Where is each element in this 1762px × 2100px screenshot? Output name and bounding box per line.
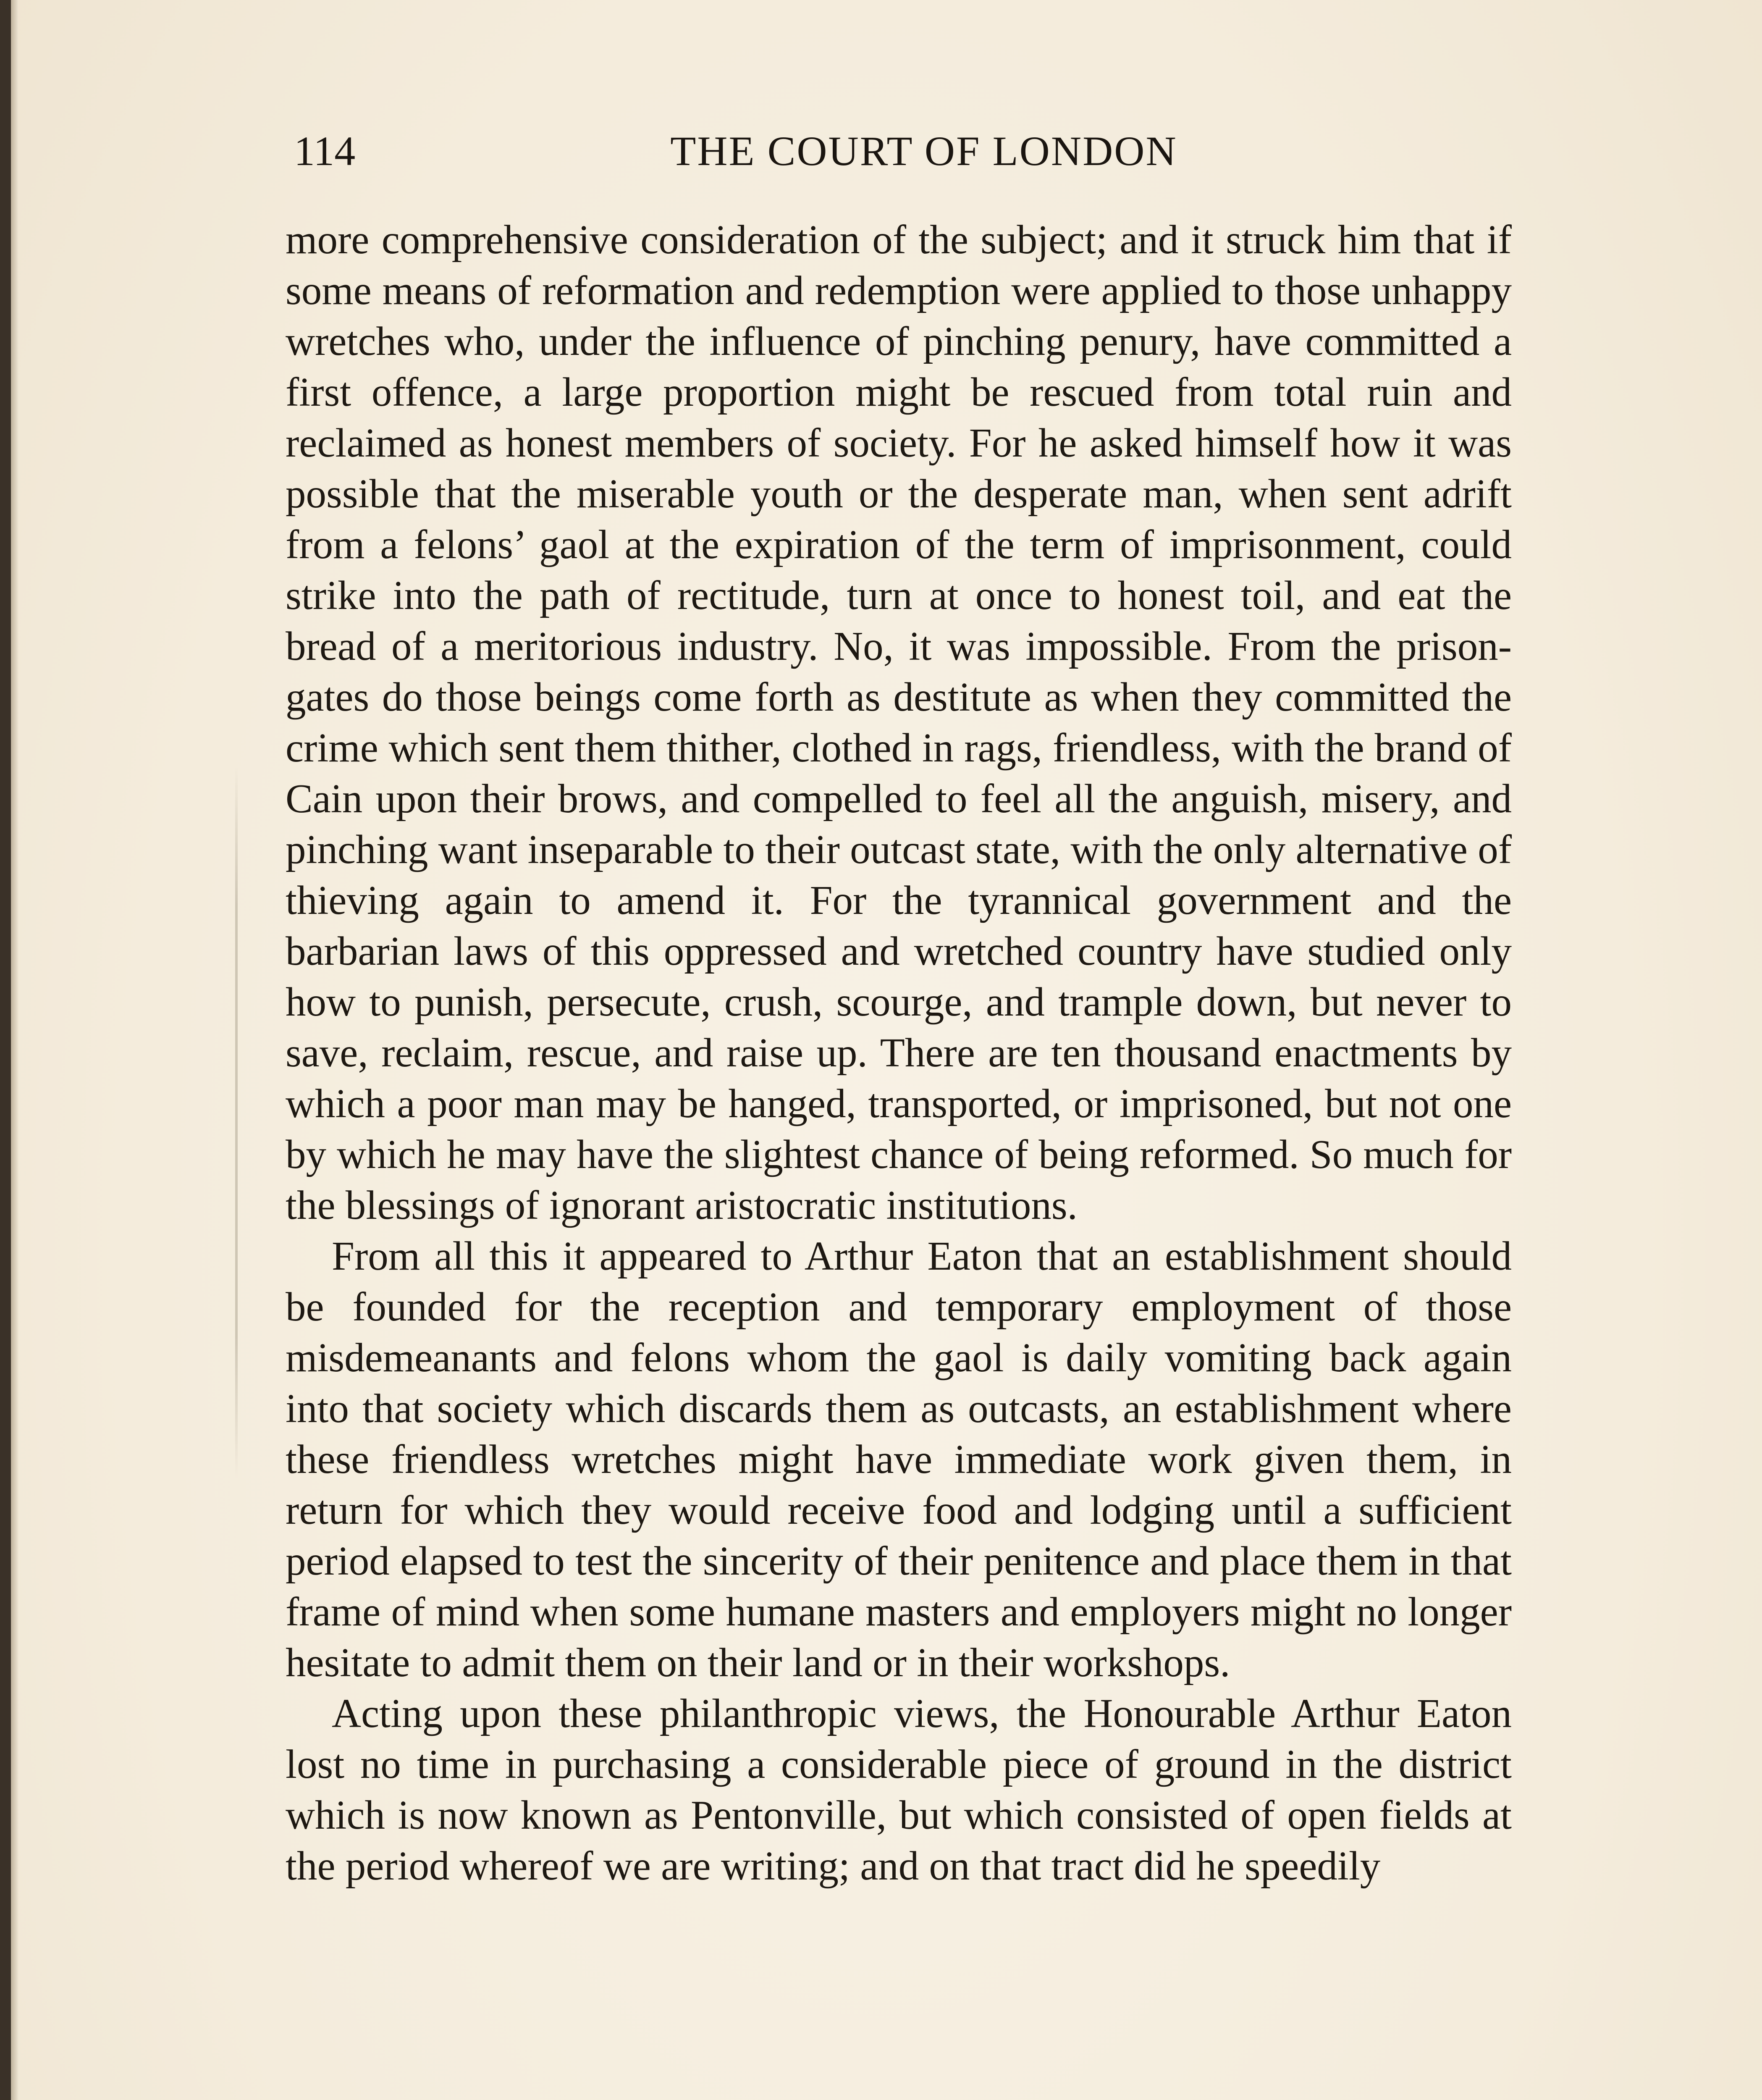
paragraph: Acting upon these philanthropic views, the Honourable Arthur Eaton lost no time in purchasing a considerable piece of ground in the district which is now known as Pentonville, but which consisted of open fields at the period whereof we are writing; and on that tract did he speedily [286,1691,1512,1888]
body-text [286,214,1512,1891]
page-header [294,122,1554,181]
page-number: 114 [294,128,356,174]
page-binding-shadow [11,0,18,2100]
paragraph: From all this it appeared to Arthur Eaton that an establishment should be founded for the reception and temporary employment of those misdemeanants and felons whom the gaol is daily vomiting back again into that society which discards them as outcasts, an establishment where these friendless wretches might have immediate work given them, in return for which they would receive food and lodging until a sufficient period elapsed to test the sincerity of their penitence and place them in that frame of mind when some humane masters and employers might no longer hesitate to admit them on their land or in their workshops. [286,1234,1512,1685]
page-binding-edge [0,0,11,2100]
running-title: THE COURT OF LONDON [670,128,1177,174]
paragraph-continued: more comprehensive consideration of the subject; and it struck him that if some means of reformation and redemption were applied to those unhappy wretches who, under the influence of pinching penury, have committed a first offence, a large proportion might be rescued from total ruin and reclaimed as honest members of society. For he asked himself how it was possible that the miserable youth or the desperate man, when sent adrift from a felons’ gaol at the expiration of the term of imprisonment, could strike into the path of rectitude, turn at once to honest toil, and eat the bread of a meritorious industry. No, it was impossible. From the prison-gates do those beings come forth as destitute as when they committed the crime which sent them thither, clothed in rags, friendless, with the brand of Cain upon their brows, and compelled to feel all the anguish, misery, and pinching want inseparable to their outcast state, with the only alternative of thieving again to amend it. For the tyrannical government and the barbarian laws of this oppressed and wretched country have studied only how to punish, persecute, crush, scourge, and trample down, but never to save, reclaim, rescue, and raise up. There are ten thousand enactments by which a poor man may be hanged, transported, or imprisoned, but not one by which he may have the slightest chance of being reformed. So much for the blessings of ignorant aristocratic institutions. [286,217,1512,1228]
margin-pencil-mark [235,764,238,1478]
